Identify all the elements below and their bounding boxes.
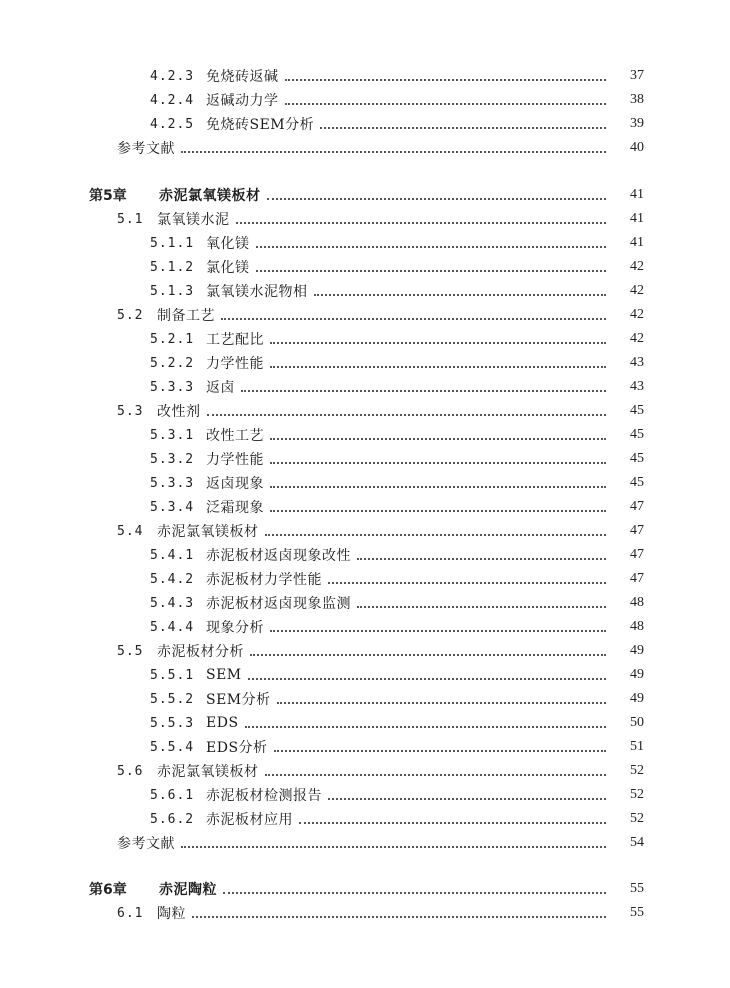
page-number: 40 (630, 140, 644, 155)
section-title: 赤泥氯氧镁板材 (157, 524, 259, 540)
entry-number: 4.2.4 (150, 92, 195, 108)
chapter-title: 赤泥氯氧镁板材 (159, 188, 261, 204)
section-title: 改性剂 (157, 404, 201, 420)
chapter-title: 赤泥陶粒 (159, 882, 217, 898)
page-number: 50 (630, 715, 644, 730)
toc-entry[interactable] (0, 616, 730, 638)
toc-entry[interactable] (0, 664, 730, 686)
toc-entry[interactable] (0, 592, 730, 614)
page-number: 52 (630, 763, 644, 778)
page-number: 42 (630, 307, 644, 322)
dot-leader (181, 846, 606, 848)
entry-number: 5.1.1 (150, 235, 195, 251)
entry-number: 4.2.5 (150, 116, 195, 132)
toc-entry[interactable] (0, 65, 730, 87)
toc-entry-references[interactable] (0, 137, 730, 159)
entry-title: 现象分析 (206, 620, 264, 636)
dot-leader (270, 630, 606, 632)
toc-entry[interactable] (0, 544, 730, 566)
entry-title: 返卤现象 (206, 476, 264, 492)
page-number: 48 (630, 595, 644, 610)
page-number: 49 (630, 667, 644, 682)
dot-leader (270, 438, 606, 440)
entry-title: 参考文献 (117, 141, 175, 157)
page-number: 45 (630, 403, 644, 418)
page-number: 54 (630, 835, 644, 850)
section-title: 赤泥板材分析 (157, 644, 244, 660)
toc-entry[interactable] (0, 280, 730, 302)
dot-leader (270, 486, 606, 488)
entry-title: 免烧砖返碱 (206, 69, 279, 85)
toc-entry[interactable] (0, 784, 730, 806)
page-number: 48 (630, 619, 644, 634)
page-number: 55 (630, 881, 644, 896)
dot-leader (270, 342, 606, 344)
page-number: 47 (630, 571, 644, 586)
entry-number: 5.1.2 (150, 259, 195, 275)
dot-leader (250, 654, 606, 656)
entry-title: 返碱动力学 (206, 93, 279, 109)
section-number: 5.1 (117, 211, 144, 227)
dot-leader (241, 390, 606, 392)
dot-leader (181, 151, 606, 153)
toc-section[interactable] (0, 760, 730, 782)
entry-title: 改性工艺 (206, 428, 264, 444)
entry-title: EDS分析 (206, 740, 268, 756)
entry-number: 5.4.2 (150, 571, 195, 587)
page-number: 42 (630, 331, 644, 346)
entry-title: 返卤 (206, 380, 235, 396)
entry-title: 氯化镁 (206, 260, 250, 276)
page-number: 43 (630, 355, 644, 370)
toc-section[interactable] (0, 640, 730, 662)
page-number: 47 (630, 523, 644, 538)
page-number: 49 (630, 643, 644, 658)
entry-number: 5.3.3 (150, 475, 195, 491)
entry-number: 5.5.4 (150, 739, 195, 755)
page-number: 41 (630, 211, 644, 226)
entry-title: 工艺配比 (206, 332, 264, 348)
section-number: 5.5 (117, 643, 144, 659)
toc-entry[interactable] (0, 376, 730, 398)
entry-number: 5.5.2 (150, 691, 195, 707)
toc-section[interactable] (0, 208, 730, 230)
entry-number: 5.3.3 (150, 379, 195, 395)
entry-title: 免烧砖SEM分析 (206, 117, 315, 133)
entry-number: 5.4.3 (150, 595, 195, 611)
section-number: 5.2 (117, 307, 144, 323)
entry-number: 5.5.3 (150, 715, 195, 731)
dot-leader (236, 222, 607, 224)
entry-number: 5.6.2 (150, 811, 195, 827)
entry-number: 5.3.4 (150, 499, 195, 515)
toc-entry[interactable] (0, 712, 730, 734)
dot-leader (223, 892, 606, 894)
dot-leader (256, 246, 607, 248)
section-number: 5.6 (117, 763, 144, 779)
toc-entry[interactable] (0, 328, 730, 350)
toc-entry[interactable] (0, 496, 730, 518)
section-title: 氯氧镁水泥 (157, 212, 230, 228)
dot-leader (357, 606, 606, 608)
entry-number: 5.5.1 (150, 667, 195, 683)
toc-section[interactable] (0, 304, 730, 326)
entry-title: 赤泥板材返卤现象监测 (206, 596, 351, 612)
toc-chapter[interactable] (0, 878, 730, 900)
page-number: 39 (630, 116, 644, 131)
entry-title: EDS (206, 715, 239, 731)
section-title: 陶粒 (157, 906, 186, 922)
entry-title: 赤泥板材返卤现象改性 (206, 548, 351, 564)
page-number: 43 (630, 379, 644, 394)
dot-leader (357, 558, 606, 560)
entry-number: 5.3.2 (150, 451, 195, 467)
page-number: 41 (630, 187, 644, 202)
entry-title: 参考文献 (117, 836, 175, 852)
toc-entry[interactable] (0, 256, 730, 278)
toc-section[interactable] (0, 902, 730, 924)
toc-entry[interactable] (0, 688, 730, 710)
page-number: 38 (630, 92, 644, 107)
entry-title: 力学性能 (206, 356, 264, 372)
toc-entry[interactable] (0, 736, 730, 758)
toc-entry[interactable] (0, 472, 730, 494)
entry-number: 5.3.1 (150, 427, 195, 443)
page-number: 42 (630, 259, 644, 274)
toc-entry[interactable] (0, 424, 730, 446)
entry-number: 5.4.4 (150, 619, 195, 635)
entry-number: 5.2.2 (150, 355, 195, 371)
page-number: 45 (630, 451, 644, 466)
dot-leader (270, 366, 606, 368)
dot-leader (192, 916, 606, 918)
dot-leader (285, 103, 607, 105)
page-number: 52 (630, 787, 644, 802)
toc-entry[interactable] (0, 232, 730, 254)
section-number: 5.3 (117, 403, 144, 419)
dot-leader (299, 822, 606, 824)
dot-leader (320, 127, 606, 129)
toc-entry[interactable] (0, 352, 730, 374)
toc-chapter[interactable] (0, 184, 730, 206)
entry-number: 5.1.3 (150, 283, 195, 299)
entry-title: 氧化镁 (206, 236, 250, 252)
entry-title: 泛霜现象 (206, 500, 264, 516)
section-number: 6.1 (117, 905, 144, 921)
page-number: 51 (630, 739, 644, 754)
dot-leader (221, 318, 606, 320)
dot-leader (267, 198, 607, 200)
entry-number: 4.2.3 (150, 68, 195, 84)
entry-title: 赤泥板材应用 (206, 812, 293, 828)
dot-leader (256, 270, 607, 272)
toc-entry[interactable] (0, 89, 730, 111)
section-title: 制备工艺 (157, 308, 215, 324)
entry-title: 力学性能 (206, 452, 264, 468)
dot-leader (248, 678, 606, 680)
page-number: 42 (630, 283, 644, 298)
entry-number: 5.6.1 (150, 787, 195, 803)
entry-number: 5.2.1 (150, 331, 195, 347)
page-number: 47 (630, 547, 644, 562)
dot-leader (245, 726, 606, 728)
section-title: 赤泥氯氧镁板材 (157, 764, 259, 780)
dot-leader (328, 798, 606, 800)
toc-section[interactable] (0, 520, 730, 542)
chapter-number: 第5章 (89, 188, 127, 204)
page-number: 45 (630, 427, 644, 442)
page-number: 45 (630, 475, 644, 490)
dot-leader (270, 462, 606, 464)
chapter-number: 第6章 (89, 882, 127, 898)
dot-leader (265, 534, 607, 536)
toc-entry[interactable] (0, 808, 730, 830)
page-number: 41 (630, 235, 644, 250)
dot-leader (265, 774, 607, 776)
entry-number: 5.4.1 (150, 547, 195, 563)
entry-title: 赤泥板材力学性能 (206, 572, 322, 588)
entry-title: SEM分析 (206, 692, 271, 708)
dot-leader (328, 582, 606, 584)
toc-entry[interactable] (0, 113, 730, 135)
dot-leader (207, 414, 607, 416)
page-number: 47 (630, 499, 644, 514)
entry-title: 赤泥板材检测报告 (206, 788, 322, 804)
dot-leader (285, 79, 607, 81)
page-number: 52 (630, 811, 644, 826)
page-number: 37 (630, 68, 644, 83)
page-number: 49 (630, 691, 644, 706)
dot-leader (270, 510, 606, 512)
entry-title: SEM (206, 667, 242, 683)
toc-entry[interactable] (0, 448, 730, 470)
dot-leader (274, 750, 606, 752)
dot-leader (314, 294, 607, 296)
toc-entry[interactable] (0, 568, 730, 590)
dot-leader (277, 702, 606, 704)
page-number: 55 (630, 905, 644, 920)
entry-title: 氯氧镁水泥物相 (206, 284, 308, 300)
toc-entry-references[interactable] (0, 832, 730, 854)
toc-section[interactable] (0, 400, 730, 422)
section-number: 5.4 (117, 523, 144, 539)
